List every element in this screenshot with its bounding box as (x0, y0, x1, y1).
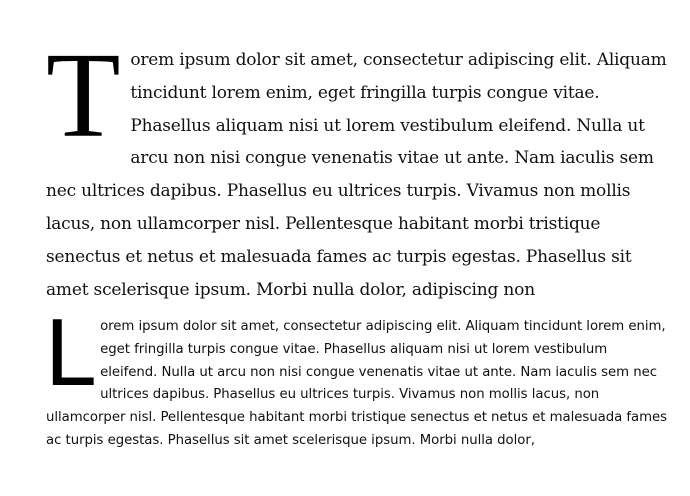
serif-paragraph-text: orem ipsum dolor sit amet, consectetur adipiscing elit. Aliquam tincidunt lorem enim, eget fringilla turpis congue vitae. Phasellus aliquam nisi ut lorem vestibulum eleifend. Nulla ut arcu non nisi congue venenatis vitae ut ante. Nam iaculis sem nec ultrices dapibus. Phasellus eu ultrices turpis. Vivamus non mollis lacus, non ullamcorper nisl. Pellentesque habitant morbi tristique senectus et netus et malesuada fames ac turpis egestas. Phasellus sit amet scelerisque ipsum. Morbi nulla dolor, adipiscing non (46, 50, 667, 300)
serif-paragraph (46, 44, 668, 306)
sans-paragraph-text: orem ipsum dolor sit amet, consectetur adipiscing elit. Aliquam tincidunt lorem enim, eget fringilla turpis congue vitae. Phasellus aliquam nisi ut lorem vestibulum eleifend. Nulla ut arcu non nisi congue venenatis vitae ut ante. Nam iaculis sem nec ultrices dapibus. Phasellus eu ultrices turpis. Vivamus non mollis lacus, non ullamcorper nisl. Pellentesque habitant morbi tristique senectus et netus et malesuada fames ac turpis egestas. Phasellus sit amet scelerisque ipsum. Morbi nulla dolor, (46, 319, 668, 448)
sans-paragraph (44, 302, 668, 453)
serif-dropcap: T (46, 44, 121, 163)
sans-paragraph-block (44, 302, 668, 453)
serif-paragraph-block (46, 44, 668, 306)
sans-dropcap: L (44, 302, 95, 407)
